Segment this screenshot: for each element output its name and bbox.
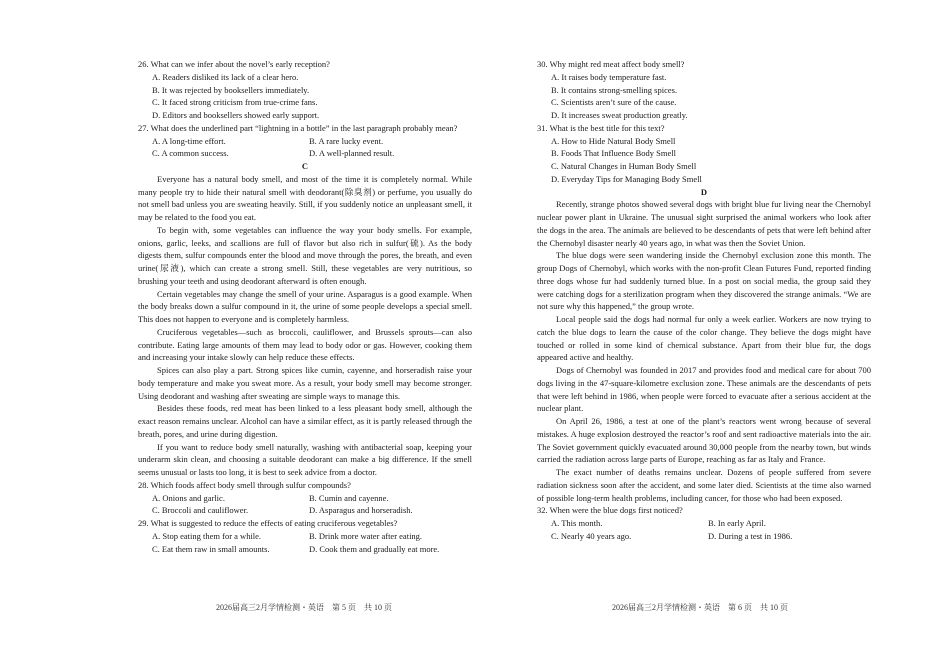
option-b: B. Cumin and cayenne. [309, 492, 389, 503]
option-b: B. It was rejected by booksellers immediately. [152, 84, 310, 95]
right-column [537, 58, 871, 543]
passage-paragraph: The blue dogs were seen wandering inside the Chernobyl exclusion zone this month. The group Dogs of Chernobyl, which works with the non-profit Clean Futures Fund, reported finding three dogs whose fur had suddenly turned blue. In a post on social media, the group said they were catching dogs for a sterilization program when they discovered the strange animals. “We are not sure why this happened,” the group wrote. [537, 250, 871, 312]
option-a: A. This month. [551, 518, 603, 528]
passage-paragraph: Local people said the dogs had normal fur only a week earlier. Workers are now trying to catch the blue dogs to learn the cause of the color change. They believe the dogs might have touched or rolled in some kind of chemical substance. Apart from their blue fur, the dogs appeared active and healthy. [537, 314, 871, 363]
passage-paragraph: To begin with, some vegetables can influence the way your body smells. For example, onions, garlic, leeks, and scallions are full of flavor but also rich in sulfur(硫). As the body digests them, sulfur compounds enter the blood and move through the pores, the breath, and even urine(尿液), which can create a strong smell. Still, these vegetables are very nutritious, so brushing your teeth and using deodorant afterward is often enough. [138, 224, 472, 286]
passage-d [537, 198, 871, 504]
options-grid [152, 530, 472, 556]
option-c: C. Broccoli and cauliflower. [152, 505, 249, 516]
option-a: A. Onions and garlic. [152, 492, 225, 503]
passage-paragraph: Certain vegetables may change the smell of your urine. Asparagus is a good example. When the body breaks down a sulfur compound in it, the urine of some people develops a special smell. This does not happen to everyone and is completely harmless. [138, 288, 472, 324]
option-d: D. Cook them and gradually eat more. [309, 543, 440, 554]
option-b: B. It contains strong-smelling spices. [551, 84, 678, 95]
passage-paragraph: Spices can also play a part. Strong spices like cumin, cayenne, and horseradish raise your body temperature and make you sweat more. As a result, your body smell may become stronger. Using deodorant and washing after sweating are simple ways to manage this. [138, 365, 472, 401]
options-grid [551, 517, 871, 543]
options-grid [152, 135, 472, 161]
option-a: A. Readers disliked its lack of a clear hero. [152, 71, 299, 82]
question-stem: 27. What does the underlined part “lightning in a bottle” in the last paragraph probably mean? [138, 122, 458, 133]
passage-c [138, 173, 472, 479]
passage-paragraph: Dogs of Chernobyl was founded in 2017 and provides food and medical care for about 700 dogs living in the 47-square-kilometre exclusion zone. These animals are the descendants of pets that were left behind in 1986, when people were forced to evacuate after a serious accident at the nuclear plant. [537, 365, 871, 414]
passage-paragraph: The exact number of deaths remains unclear. Dozens of people suffered from severe radiation sickness soon after the accident, and some later died. Scientists at the time also warned of possible long-term health problems, including cancer, for those who had been exposed. [537, 467, 871, 503]
question-stem: 32. When were the blue dogs first noticed? [537, 505, 683, 516]
option-d: D. Everyday Tips for Managing Body Smell [551, 173, 702, 184]
page-footer-left: 2026届高三2月学情检测・英语 第 5 页 共 10 页 [216, 603, 392, 612]
option-a: A. Stop eating them for a while. [152, 530, 262, 541]
option-b: B. Foods That Influence Body Smell [551, 148, 676, 159]
option-a: A. It raises body temperature fast. [551, 71, 667, 82]
option-c: C. Eat them raw in small amounts. [152, 543, 270, 554]
option-d: D. Editors and booksellers showed early support. [152, 110, 320, 120]
passage-paragraph: If you want to reduce body smell naturally, washing with antibacterial soap, keeping your underarm skin clean, and choosing a suitable deodorant can make a big difference. If the smell seems unusual or lasts too long, it is best to seek advice from a doctor. [138, 441, 472, 477]
passage-paragraph: Everyone has a natural body smell, and most of the time it is completely normal. While many people try to hide their natural smell with deodorant(除臭剂) or perfume, you usually do not smell bad unless you are sweating heavily. Still, if you suddenly notice an unpleasant smell, it may be related to the food you eat. [138, 173, 472, 222]
option-d: D. During a test in 1986. [708, 530, 793, 541]
question-26 [138, 58, 472, 122]
option-b: B. A rare lucky event. [309, 135, 384, 146]
passage-paragraph: Recently, strange photos showed several dogs with bright blue fur living near the Chernobyl nuclear power plant in Ukraine. The unusual sight surprised the animal workers who look after the dogs in the area. The animals are believed to be descendants of pets that were left behind after the Chernobyl disaster nearly 40 years ago, in what was then the Soviet Union. [537, 199, 871, 248]
option-a: A. A long-time effort. [152, 135, 226, 146]
question-32 [537, 504, 871, 542]
option-c: C. Scientists aren’t sure of the cause. [551, 97, 677, 108]
question-29 [138, 517, 472, 555]
question-stem: 30. Why might red meat affect body smell? [537, 59, 685, 69]
passage-paragraph: Besides these foods, red meat has been linked to a less pleasant body smell, although the exact reason remains unclear. Alcohol can have a similar effect, as it is partly released through the breath, pores, and urine during digestion. [138, 403, 472, 439]
passage-paragraph: On April 26, 1986, a test at one of the plant’s reactors went wrong because of several mistakes. A huge explosion destroyed the reactor’s roof and sent radioactive materials into the air. The Soviet government quickly evacuated around 30,000 people from the nearby town, but winds carried the radiation across large parts of Europe, reaching as far as Italy and France. [537, 416, 871, 465]
option-b: B. Drink more water after eating. [309, 530, 423, 541]
question-stem: 26. What can we infer about the novel’s early reception? [138, 59, 330, 69]
option-d: D. Asparagus and horseradish. [309, 505, 413, 516]
question-stem: 31. What is the best title for this text? [537, 122, 665, 133]
question-28 [138, 479, 472, 517]
question-31 [537, 122, 871, 186]
question-stem: 29. What is suggested to reduce the effects of eating cruciferous vegetables? [138, 518, 398, 528]
passage-paragraph: Cruciferous vegetables—such as broccoli, cauliflower, and Brussels sprouts—can also contribute. Eating large amounts of them may lead to body odor or gas. However, cooking them and increasing your intake slowly can help reduce these effects. [138, 326, 472, 363]
option-b: B. In early April. [708, 518, 766, 528]
page-footer-right: 2026届高三2月学情检测・英语 第 6 页 共 10 页 [612, 603, 788, 612]
section-heading-c: C [301, 161, 309, 171]
option-c: C. A common success. [152, 148, 229, 159]
option-a: A. How to Hide Natural Body Smell [551, 135, 676, 146]
option-c: C. It faced strong criticism from true-crime fans. [152, 97, 318, 108]
option-d: D. A well-planned result. [309, 148, 395, 159]
option-c: C. Nearly 40 years ago. [551, 530, 632, 541]
options-grid [152, 492, 472, 518]
left-column [138, 58, 472, 555]
question-27 [138, 122, 472, 160]
section-heading-d: D [700, 186, 708, 197]
question-stem: 28. Which foods affect body smell through sulfur compounds? [138, 479, 351, 490]
question-30 [537, 58, 871, 122]
option-c: C. Natural Changes in Human Body Smell [551, 161, 697, 171]
option-d: D. It increases sweat production greatly. [551, 110, 688, 120]
